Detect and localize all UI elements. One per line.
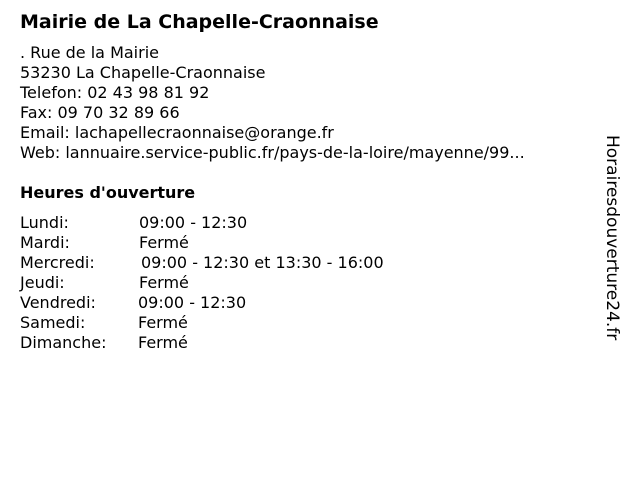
- city-address: 53230 La Chapelle-Craonnaise: [20, 63, 266, 82]
- opening-hours-heading: Heures d'ouverture: [20, 183, 196, 202]
- address-block: [20, 43, 525, 163]
- day-label: Dimanche:: [20, 333, 107, 352]
- hours-value: Fermé: [138, 333, 188, 352]
- street-address: . Rue de la Mairie: [20, 43, 159, 62]
- day-label: Lundi:: [20, 213, 69, 232]
- day-label: Mardi:: [20, 233, 70, 252]
- email-address: Email: lachapellecraonnaise@orange.fr: [20, 123, 334, 142]
- fax-number: Fax: 09 70 32 89 66: [20, 103, 180, 122]
- hours-value: Fermé: [139, 233, 189, 252]
- hours-value: 09:00 - 12:30 et 13:30 - 16:00: [141, 253, 384, 272]
- day-label: Mercredi:: [20, 253, 95, 272]
- day-label: Samedi:: [20, 313, 86, 332]
- website-url: Web: lannuaire.service-public.fr/pays-de-la-loire/mayenne/99...: [20, 143, 525, 162]
- hours-value: Fermé: [139, 273, 189, 292]
- hours-value: 09:00 - 12:30: [138, 293, 247, 312]
- hours-value: 09:00 - 12:30: [139, 213, 248, 232]
- site-brand-watermark: Horairesdouverture24.fr: [602, 135, 622, 341]
- hours-value: Fermé: [138, 313, 188, 332]
- day-label: Vendredi:: [20, 293, 96, 312]
- phone-number: Telefon: 02 43 98 81 92: [20, 83, 210, 102]
- day-label: Jeudi:: [20, 273, 65, 292]
- page-title: Mairie de La Chapelle-Craonnaise: [20, 11, 379, 33]
